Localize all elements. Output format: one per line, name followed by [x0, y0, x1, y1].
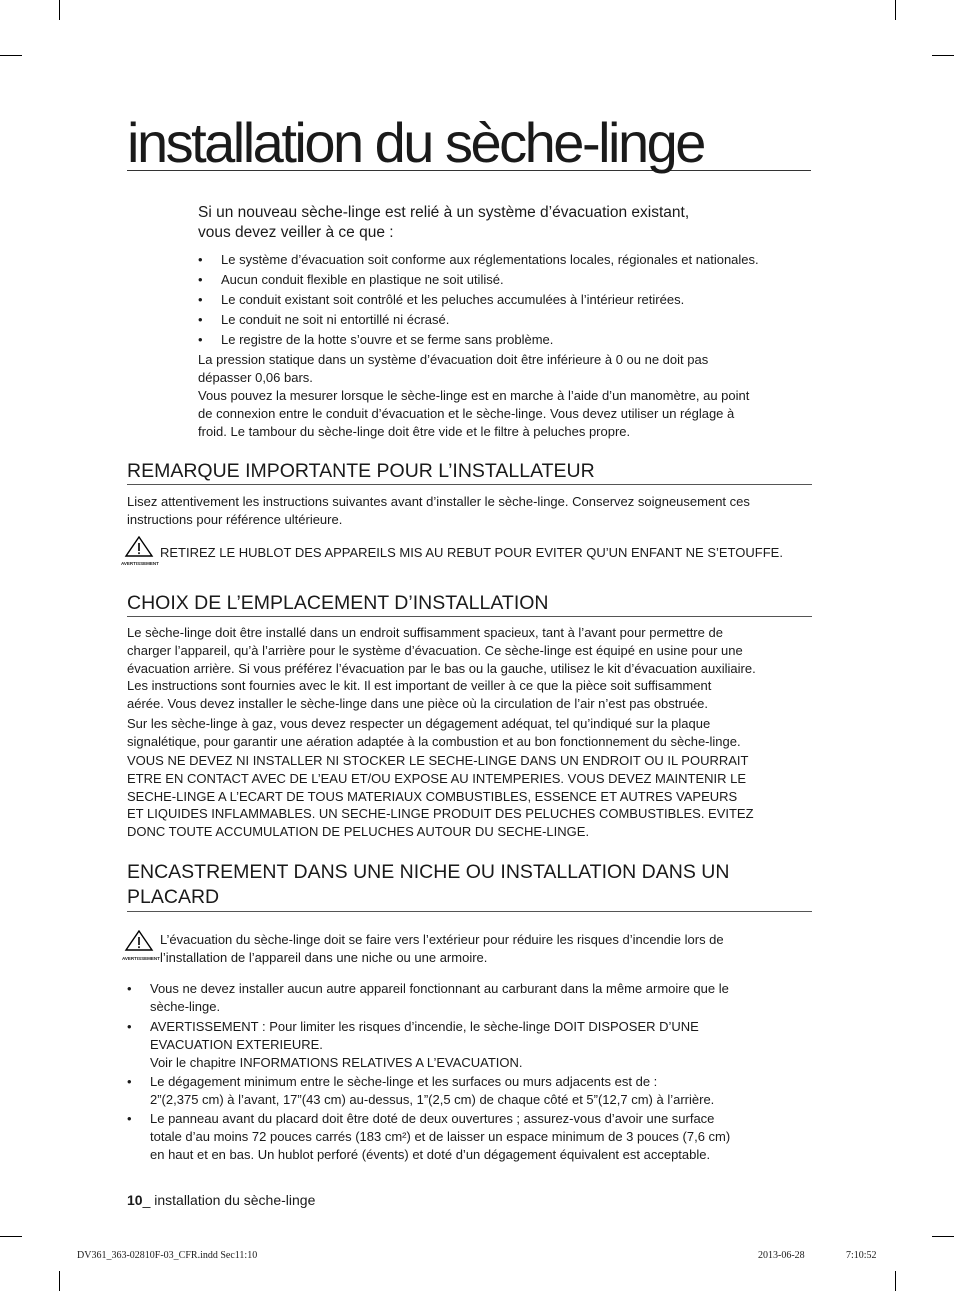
crop-mark [59, 0, 60, 20]
page-footer [127, 1192, 315, 1208]
pressure-paragraph: La pression statique dans un système d’évacuation doit être inférieure à 0 ou ne doit pas dépasser 0,06 bars. Vous pouvez la mesurer lorsque le sèche-linge est en marche à l’aide d’un manomètre, au point de connexion entre le conduit d’évacuation et le sèche-linge. Vous devez utiliser un réglage à froid. Le tambour du sèche-linge doit être vide et le filtre à peluches propre. [198, 352, 750, 439]
crop-mark [895, 1271, 896, 1291]
intro-line: vous devez veiller à ce que : [198, 224, 394, 241]
slug-time: 7:10:52 [846, 1250, 877, 1261]
page-number: 10 [127, 1192, 143, 1208]
section-paragraph: Sur les sèche-linge à gaz, vous devez respecter un dégagement adéquat, tel qu’indiqué sur la plaque signalétique, pour garantir une aération adaptée à la combustion et au bon fonctionnement du sèche-linge. [127, 716, 741, 749]
crop-mark [932, 55, 954, 56]
slug-file: DV361_363-02810F-03_CFR.indd Sec11:10 [77, 1250, 258, 1261]
crop-mark [59, 1271, 60, 1291]
crop-mark [895, 0, 896, 20]
section-paragraph: Lisez attentivement les instructions suivantes avant d’installer le sèche-linge. Conservez soigneusement ces instructions pour référence ultérieure. [127, 494, 750, 527]
page-title: installation du sèche-linge [127, 118, 811, 171]
crop-mark [0, 1236, 22, 1237]
warning-text: RETIREZ LE HUBLOT DES APPAREILS MIS AU REBUT POUR EVITER QU’UN ENFANT NE S’ETOUFFE. [160, 545, 783, 560]
section-heading: REMARQUE IMPORTANTE POUR L’INSTALLATEUR [127, 460, 812, 485]
warning-label: AVERTISSEMENT [121, 561, 159, 566]
warning-text: L’évacuation du sèche-linge doit se faire vers l’extérieur pour réduire les risques d’incendie lors de l’installation de l’appareil dans une niche ou une armoire. [160, 932, 724, 965]
crop-mark [932, 1236, 954, 1237]
section-heading: CHOIX DE L’EMPLACEMENT D’INSTALLATION [127, 592, 812, 617]
warning-icon [121, 930, 160, 961]
section-paragraph: VOUS NE DEVEZ NI INSTALLER NI STOCKER LE SECHE-LINGE DANS UN ENDROIT OU IL POURRAIT ETRE EN CONTACT AVEC DE L’EAU ET/OU EXPOSE AU INTEMPERIES. VOUS DEVEZ MAINTENIR LE SECHE-LINGE A L’ECART DE TOUS MATERIAUX COMBUSTIBLES, ESSENCE ET AUTRES VAPEURS ET LIQUIDES INFLAMMABLES. UN SECHE-LINGE PRODUIT DES PELUCHES COMBUSTIBLES. EVITEZ DONC TOUTE ACCUMULATION DE PELUCHES AUTOUR DU SECHE-LINGE. [127, 753, 754, 840]
crop-mark [0, 55, 22, 56]
warning-label: AVERTISSEMENT [122, 956, 160, 961]
section-heading: ENCASTREMENT DANS UNE NICHE OU INSTALLATION DANS UN PLACARD [127, 860, 812, 912]
warning-icon [121, 536, 159, 566]
section-paragraph: Le sèche-linge doit être installé dans un endroit suffisamment spacieux, tant à l’avant pour permettre de charger l’appareil, qu’à l’arrière pour le système d’évacuation. Ce sèche-linge est équipé en usine pour une évacuation arrière. Si vous préférez l’évacuation par le bas ou la gauche, utilisez le kit d’évacuation auxiliaire. Les instructions sont fournies avec le kit. Il est important de veiller à ce que la pièce soit suffisamment aérée. Vous devez installer le sèche-linge dans une pièce où la circulation de l’air n’est pas obstruée. [127, 625, 756, 712]
footer-text: _ installation du sèche-linge [142, 1192, 316, 1208]
intro-text [198, 203, 798, 243]
slug-date: 2013-06-28 [758, 1250, 805, 1261]
intro-line: Si un nouveau sèche-linge est relié à un système d’évacuation existant, [198, 204, 690, 221]
